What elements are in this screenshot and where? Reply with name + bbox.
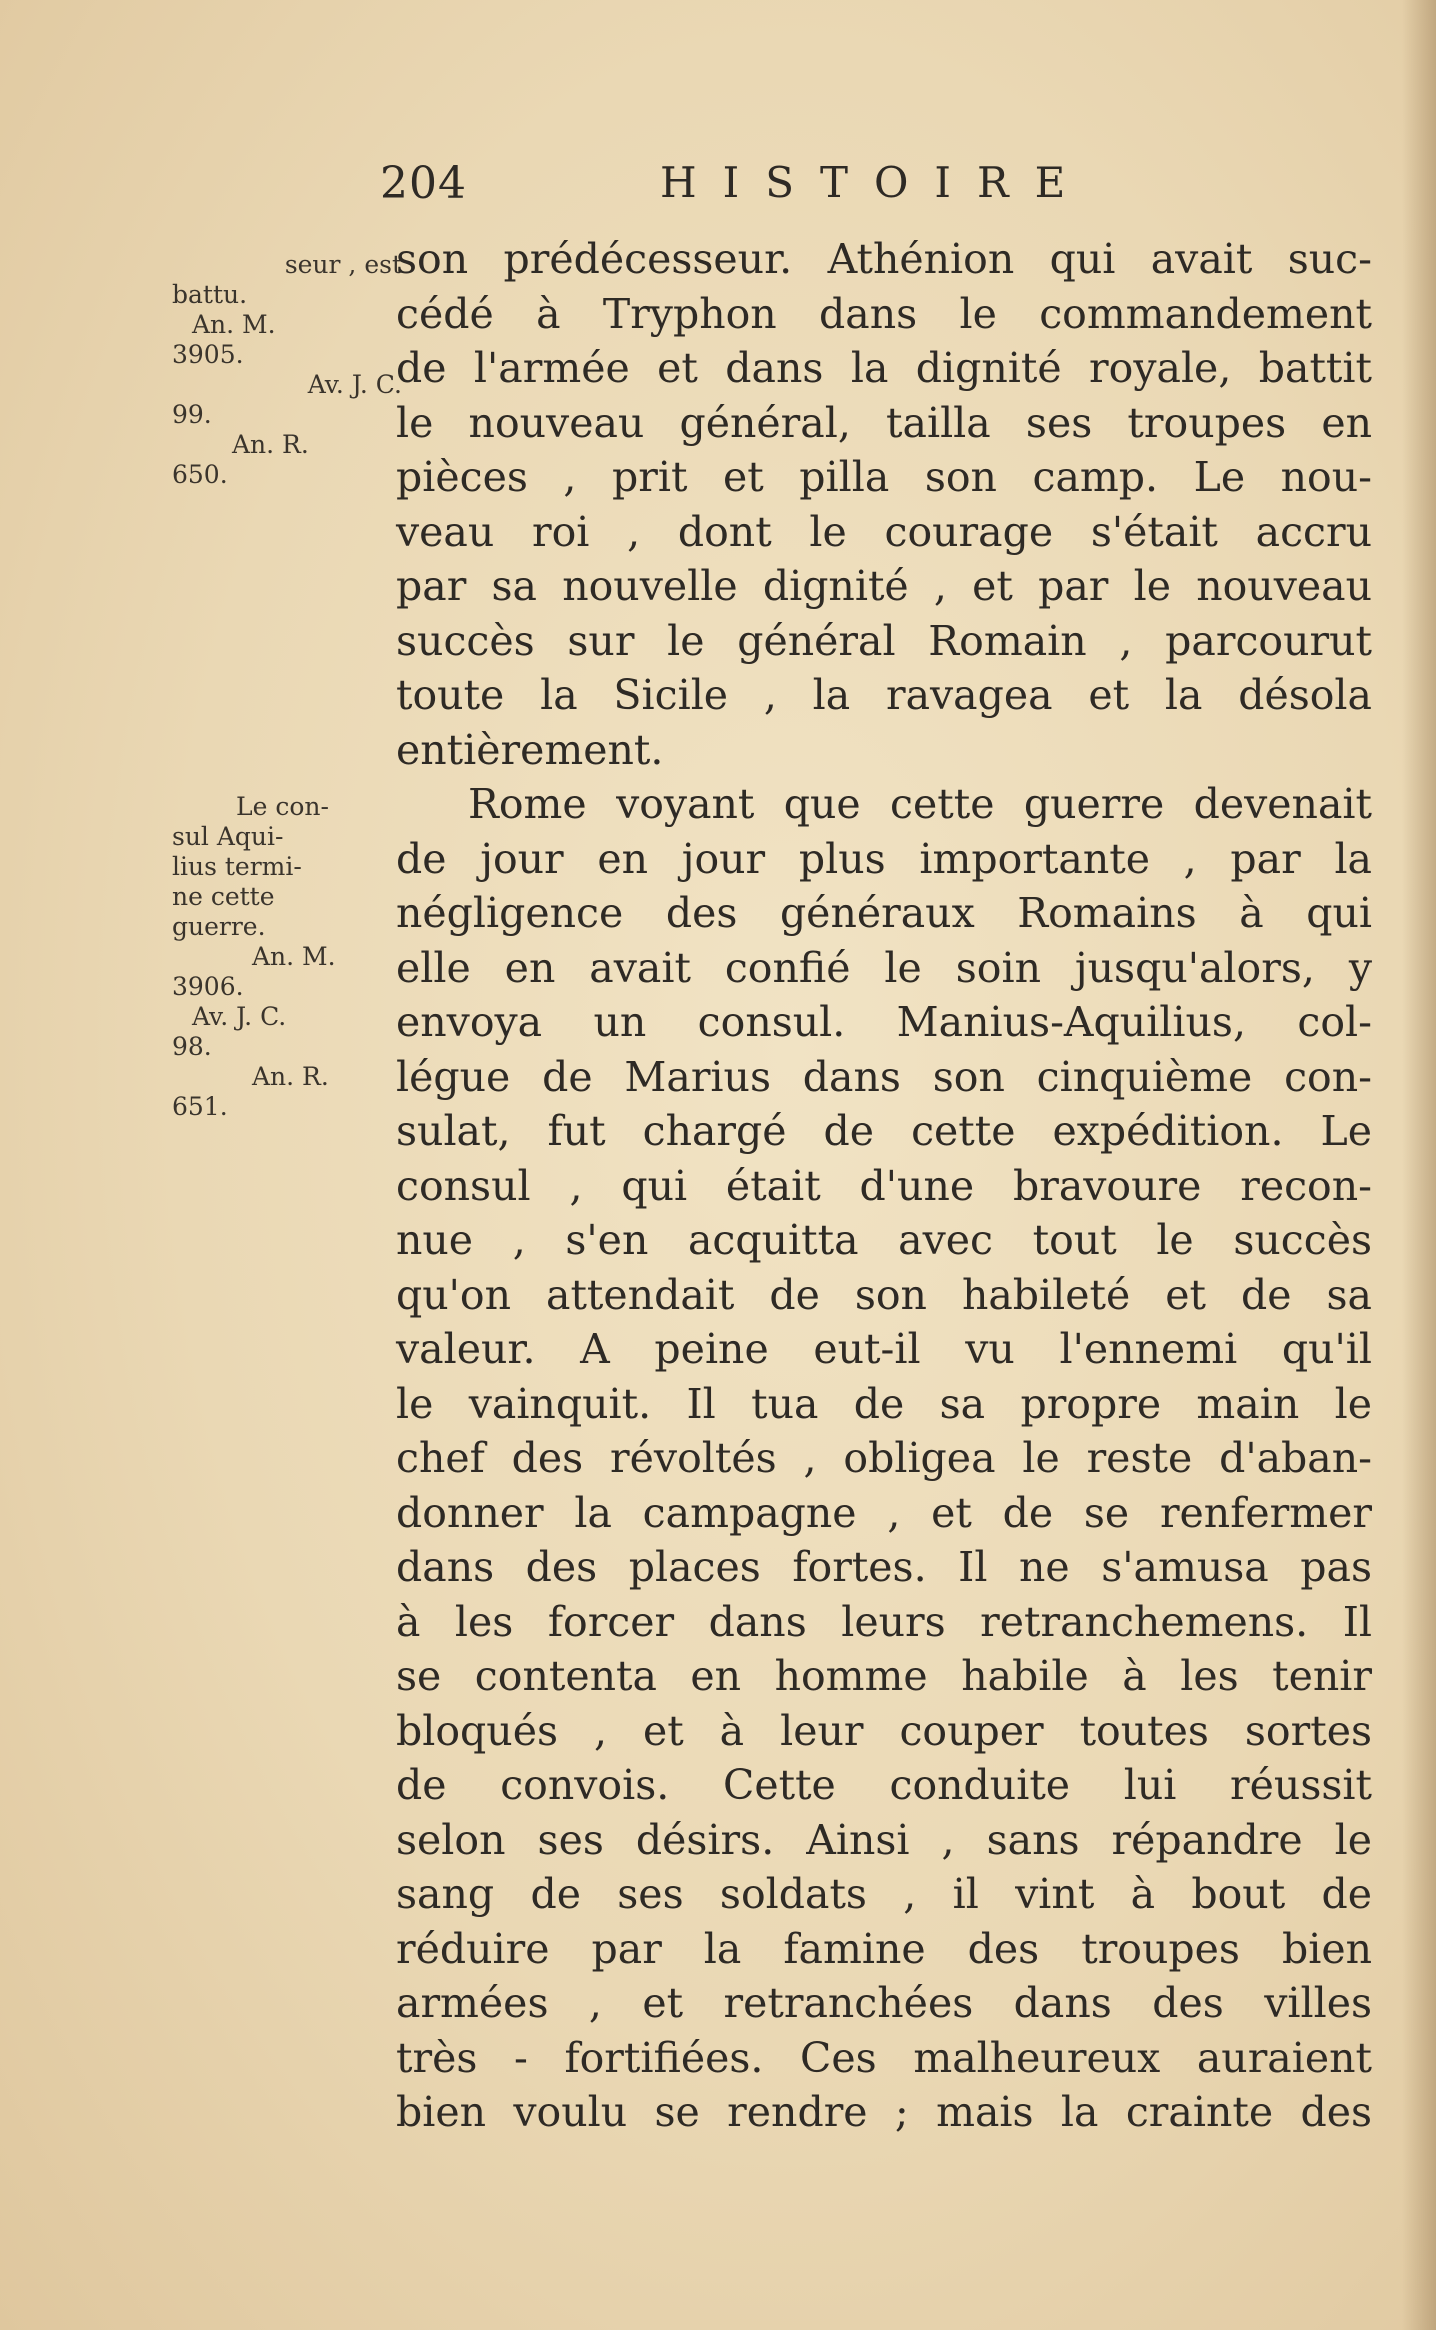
text-line: par sa nouvelle dignité , et par le nouveau bbox=[396, 562, 1372, 610]
margin-note-line: Av. J. C. bbox=[307, 370, 402, 399]
text-line: cédé à Tryphon dans le commandement bbox=[396, 289, 1372, 338]
text-line: négligence des généraux Romains à qui bbox=[396, 889, 1372, 937]
text-line: consul , qui était d'une bravoure recon- bbox=[396, 1161, 1372, 1210]
margin-note-line: An. M. bbox=[252, 942, 336, 971]
text-line: le nouveau général, tailla ses troupes en bbox=[396, 398, 1372, 447]
text-line: armées , et retranchées dans des villes bbox=[396, 1979, 1372, 2027]
text-line: réduire par la famine des troupes bien bbox=[396, 1924, 1372, 1973]
text-line: pièces , prit et pilla son camp. Le nou- bbox=[396, 453, 1372, 501]
text-line: succès sur le général Romain , parcourut bbox=[396, 616, 1372, 665]
text-line: légue de Marius dans son cinquième con- bbox=[396, 1052, 1372, 1101]
margin-note-first bbox=[172, 250, 402, 490]
margin-note-line: 3905. bbox=[172, 340, 244, 369]
text-line: sang de ses soldats , il vint à bout de bbox=[396, 1870, 1372, 1918]
margin-note-line: An. M. bbox=[192, 310, 276, 339]
margin-note-line: battu. bbox=[172, 280, 248, 309]
text-line: de convois. Cette conduite lui réussit bbox=[396, 1761, 1372, 1809]
text-line: à les forcer dans leurs retranchemens. Il bbox=[396, 1597, 1372, 1646]
text-line: donner la campagne , et de se renfermer bbox=[396, 1488, 1372, 1537]
margin-note-line: 650. bbox=[172, 460, 228, 489]
margin-note-line: 98. bbox=[172, 1032, 212, 1061]
text-line: sulat, fut chargé de cette expédition. Le bbox=[396, 1107, 1372, 1155]
margin-note-line: lius termi- bbox=[172, 852, 302, 881]
margin-note-second bbox=[172, 792, 402, 1122]
text-line: valeur. A peine eut-il vu l'ennemi qu'il bbox=[396, 1325, 1372, 1373]
text-line: dans des places fortes. Il ne s'amusa pas bbox=[396, 1543, 1372, 1591]
margin-note-line: guerre. bbox=[172, 912, 266, 941]
text-line: toute la Sicile , la ravagea et la désola bbox=[396, 671, 1372, 719]
main-text bbox=[396, 232, 1372, 2140]
margin-note-line: ne cette bbox=[172, 882, 275, 911]
margin-note-line: 99. bbox=[172, 400, 212, 429]
margin-note-line: 3906. bbox=[172, 972, 244, 1001]
text-line: selon ses désirs. Ainsi , sans répandre le bbox=[396, 1815, 1372, 1864]
text-line: son prédécesseur. Athénion qui avait suc- bbox=[396, 235, 1372, 283]
text-line: chef des révoltés , obligea le reste d'aban- bbox=[396, 1434, 1372, 1482]
text-line: très - fortifiées. Ces malheureux auraient bbox=[396, 2033, 1372, 2082]
margin-note-line: 651. bbox=[172, 1092, 228, 1121]
margin-note-line: seur , est bbox=[284, 250, 402, 279]
running-title: HISTOIRE bbox=[660, 158, 1092, 207]
text-line: bloqués , et à leur couper toutes sortes bbox=[396, 1706, 1372, 1755]
margin-note-line: An. R. bbox=[252, 1062, 329, 1091]
page-number: 204 bbox=[380, 158, 467, 209]
page-edge-shadow bbox=[1402, 0, 1436, 2330]
margin-note-line: An. R. bbox=[232, 430, 309, 459]
running-head bbox=[380, 158, 1100, 218]
margin-note-line: Av. J. C. bbox=[192, 1002, 287, 1031]
text-line: entièrement. bbox=[396, 725, 664, 774]
text-line: bien voulu se rendre ; mais la crainte des bbox=[396, 2088, 1372, 2136]
text-line: de l'armée et dans la dignité royale, battit bbox=[396, 344, 1372, 392]
margin-note-line: sul Aqui- bbox=[172, 822, 284, 851]
text-line: se contenta en homme habile à les tenir bbox=[396, 1652, 1372, 1700]
text-line: de jour en jour plus importante , par la bbox=[396, 834, 1372, 883]
text-line: nue , s'en acquitta avec tout le succès bbox=[396, 1216, 1372, 1264]
text-line: Rome voyant que cette guerre devenait bbox=[468, 780, 1372, 828]
text-line: envoya un consul. Manius-Aquilius, col- bbox=[396, 998, 1372, 1046]
margin-note-line: Le con- bbox=[236, 792, 329, 821]
text-line: le vainquit. Il tua de sa propre main le bbox=[396, 1379, 1372, 1428]
text-line: veau roi , dont le courage s'était accru bbox=[396, 507, 1372, 556]
text-line: elle en avait confié le soin jusqu'alors, y bbox=[396, 943, 1372, 992]
text-line: qu'on attendait de son habileté et de sa bbox=[396, 1270, 1372, 1319]
